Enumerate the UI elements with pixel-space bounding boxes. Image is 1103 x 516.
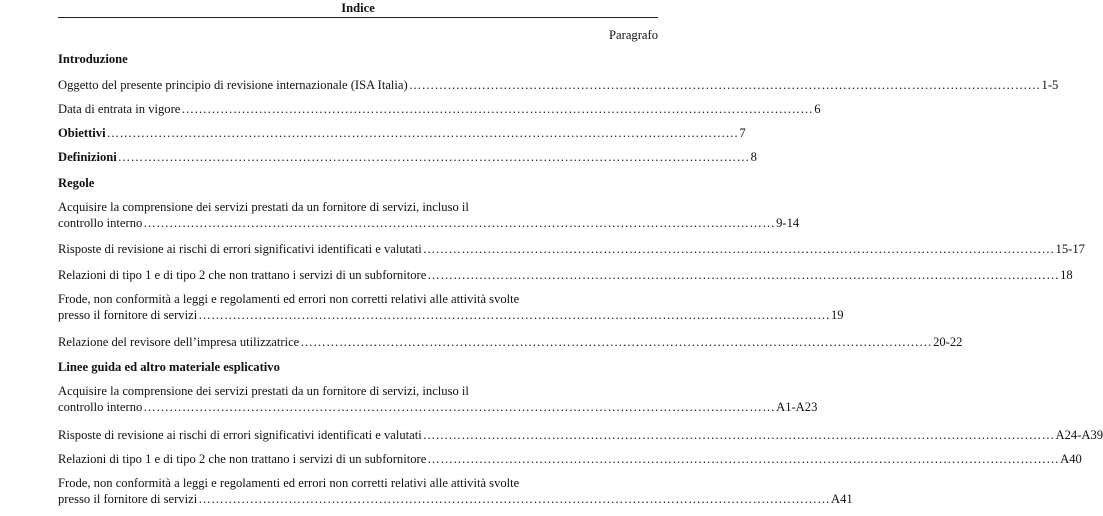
toc-entry-acquisire[interactable] [58,199,800,231]
section-introduzione: Introduzione [58,52,128,66]
toc-entry-risposte-a[interactable] [58,427,1103,443]
dot-leader: ………………………………………………………………………………………………………………………………… [198,492,830,506]
toc-entry-ref: A40 [1060,452,1082,466]
toc-entry-text: controllo interno [58,400,143,414]
dot-leader: ………………………………………………………………………………………………………………………………… [181,102,814,116]
dot-leader: ………………………………………………………………………………………………………………………………… [300,335,933,349]
dot-leader: ………………………………………………………………………………………………………………………………… [198,308,830,322]
toc-entry-text: Definizioni [58,150,117,164]
toc-entry-ref: 20-22 [933,335,963,349]
column-header-paragrafo: Paragrafo [609,28,658,42]
section-regole: Regole [58,176,95,190]
dot-leader: ………………………………………………………………………………………………………………………………… [427,452,1060,466]
dot-leader: ………………………………………………………………………………………………………………………………… [143,400,776,414]
toc-entry-text: Obiettivi [58,126,106,140]
toc-entry-ref: 8 [750,150,757,164]
dot-leader: ………………………………………………………………………………………………………………………………… [408,78,1041,92]
dot-leader: ………………………………………………………………………………………………………………………………… [422,428,1055,442]
toc-entry-text: controllo interno [58,216,143,230]
toc-entry-risposte[interactable] [58,241,1085,257]
toc-entry-acquisire-a[interactable] [58,383,818,415]
toc-title: Indice [58,0,658,18]
toc-entry-ref: 19 [831,308,844,322]
dot-leader: ………………………………………………………………………………………………………………………………… [427,268,1060,282]
toc-entry-text: Relazioni di tipo 1 e di tipo 2 che non trattano i servizi di un subfornitore [58,452,427,466]
toc-entry-text: presso il fornitore di servizi [58,308,198,322]
toc-entry-relazione-revisore[interactable] [58,334,963,350]
toc-entry-ref: 9-14 [776,216,800,230]
toc-entry-text-line1: Acquisire la comprensione dei servizi prestati da un fornitore di servizi, incluso il [58,200,469,214]
toc-entry-text-line1: Acquisire la comprensione dei servizi prestati da un fornitore di servizi, incluso il [58,384,469,398]
toc-entry-text: Relazione del revisore dell’impresa utilizzatrice [58,335,300,349]
section-linee-guida: Linee guida ed altro materiale esplicativo [58,360,280,374]
toc-entry-obiettivi[interactable] [58,125,746,141]
dot-leader: ………………………………………………………………………………………………………………………………… [143,216,776,230]
toc-entry-ref: 15-17 [1055,242,1085,256]
toc-entry-ref: 7 [739,126,746,140]
toc-entry-text: Relazioni di tipo 1 e di tipo 2 che non trattano i servizi di un subfornitore [58,268,427,282]
dot-leader: ………………………………………………………………………………………………………………………………… [106,126,739,140]
toc-entry-text-line1: Frode, non conformità a leggi e regolamenti ed errori non corretti relativi alle attività svolte [58,292,520,306]
toc-entry-ref: 1-5 [1041,78,1059,92]
toc-entry-definizioni[interactable] [58,149,757,165]
toc-entry-oggetto[interactable] [58,77,1059,93]
toc-entry-relazioni[interactable] [58,267,1073,283]
toc-entry-text: Risposte di revisione ai rischi di errori significativi identificati e valutati [58,428,422,442]
toc-entry-data[interactable] [58,101,821,117]
toc-entry-text-line1: Frode, non conformità a leggi e regolamenti ed errori non corretti relativi alle attività svolte [58,476,520,490]
toc-entry-ref: 6 [814,102,821,116]
toc-entry-frode-a[interactable] [58,475,853,507]
toc-entry-text: Risposte di revisione ai rischi di errori significativi identificati e valutati [58,242,422,256]
toc-entry-text: Oggetto del presente principio di revisione internazionale (ISA Italia) [58,78,408,92]
toc-entry-relazioni-a[interactable] [58,451,1082,467]
dot-leader: ………………………………………………………………………………………………………………………………… [422,242,1055,256]
toc-entry-text: Data di entrata in vigore [58,102,181,116]
toc-entry-ref: 18 [1060,268,1073,282]
toc-entry-ref: A41 [831,492,853,506]
toc-entry-ref: A24-A39 [1055,428,1103,442]
toc-entry-ref: A1-A23 [776,400,818,414]
toc-entry-text: presso il fornitore di servizi [58,492,198,506]
dot-leader: ………………………………………………………………………………………………………………………………… [117,150,750,164]
toc-entry-frode[interactable] [58,291,844,323]
